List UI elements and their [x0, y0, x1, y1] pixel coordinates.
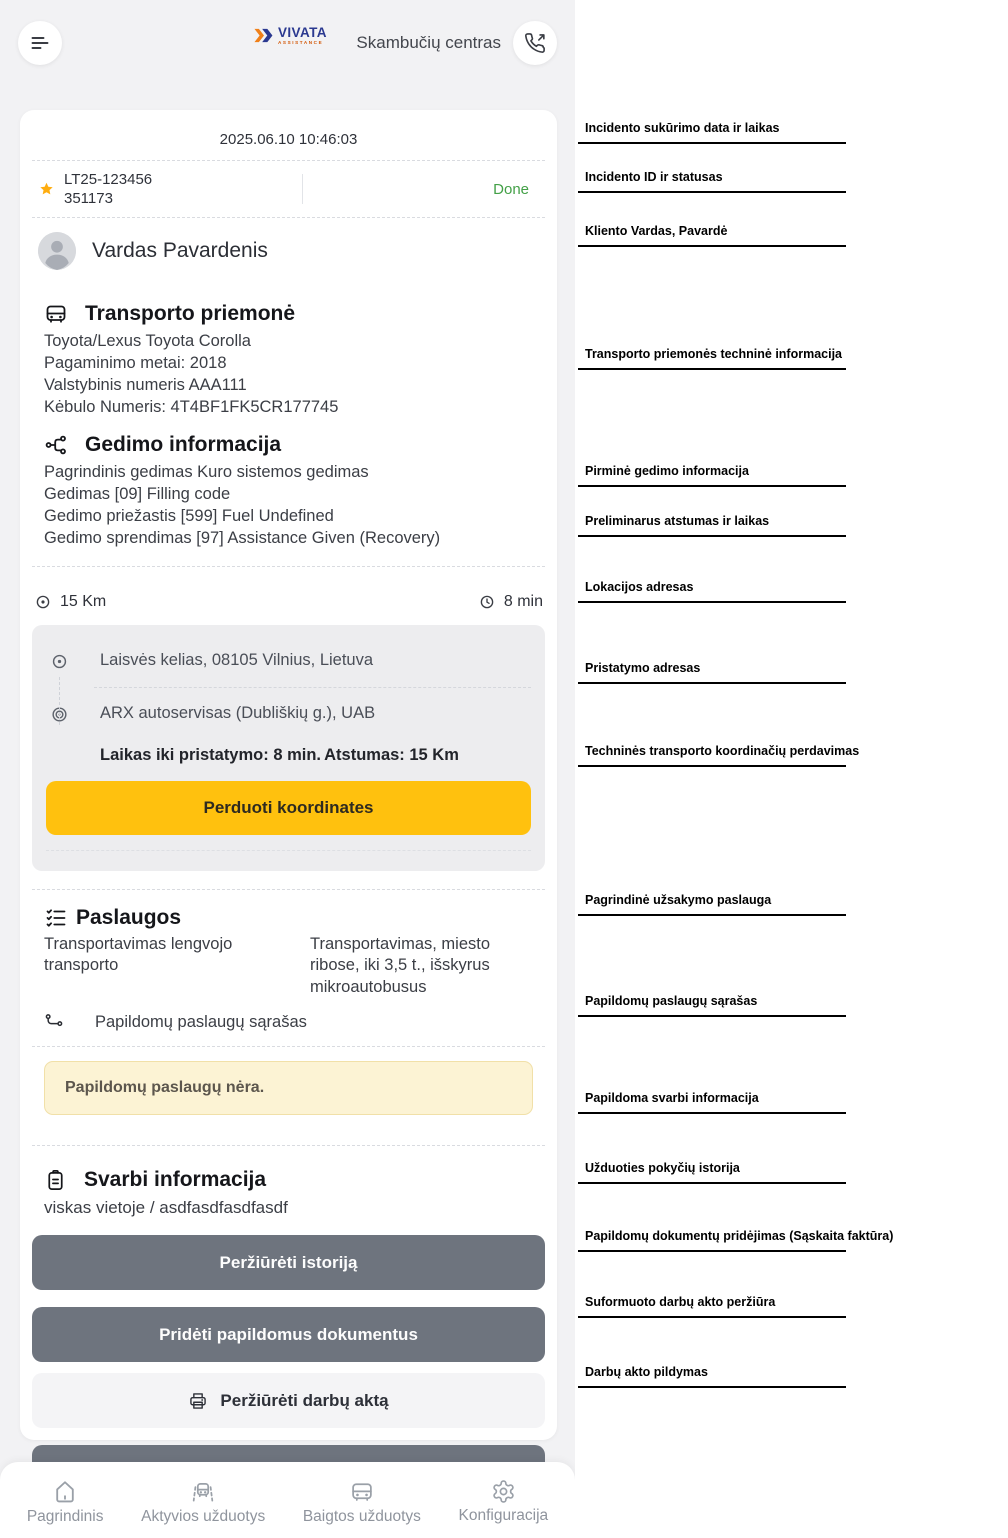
extra-services-label: Papildomų paslaugų sąrašas [95, 1012, 307, 1031]
phone-call-icon [524, 32, 547, 55]
services-section [44, 906, 533, 1033]
annotation-label: Suformuoto darbų akto peržiūra [578, 1295, 846, 1318]
incident-id-row [32, 161, 545, 217]
hamburger-menu-icon [28, 31, 52, 55]
nav-label: Aktyvios užduotys [141, 1507, 266, 1525]
logo-subtitle: ASSISTANCE [278, 40, 324, 45]
services-section-title: Paslaugos [76, 905, 182, 929]
status-badge: Done [493, 180, 529, 198]
diagnostics-network-icon [44, 433, 68, 457]
divider [94, 687, 531, 688]
fault-section-title: Gedimo informacija [85, 432, 282, 456]
case-number: LT25-123456 [64, 170, 153, 188]
incident-card [20, 110, 557, 1440]
annotation-label: Papildomų dokumentų pridėjimas (Sąskaita faktūra) [578, 1229, 846, 1252]
nav-item-configuration[interactable] [459, 1479, 549, 1525]
fault-section [44, 433, 533, 550]
incident-created-datetime: 2025.06.10 10:46:03 [219, 131, 358, 148]
transfer-coordinates-button[interactable]: Perduoti koordinates [46, 781, 531, 835]
annotation-label: Incidento sukūrimo data ir laikas [578, 121, 846, 144]
extra-services-row[interactable] [44, 1012, 533, 1032]
annotation-label: Darbų akto pildymas [578, 1365, 846, 1388]
logo-name: VIVATA [278, 25, 327, 40]
view-history-button[interactable]: Peržiūrėti istoriją [32, 1235, 545, 1290]
route-connector [59, 677, 60, 725]
annotation-label: Pristatymo adresas [578, 661, 846, 684]
annotation-label: Incidento ID ir statusas [578, 170, 846, 193]
divider [46, 850, 531, 851]
distance-time-row [32, 581, 545, 623]
view-work-act-button[interactable] [32, 1373, 545, 1428]
annotation-panel [575, 0, 1008, 1538]
vehicle-info-line: Toyota/Lexus Toyota Corolla [44, 332, 251, 350]
call-center-button[interactable] [513, 21, 557, 65]
clock-icon [478, 593, 496, 611]
car-road-icon [190, 1479, 216, 1505]
checklist-icon [44, 906, 68, 930]
important-info-title: Svarbi informacija [84, 1168, 267, 1192]
annotation-label: Lokacijos adresas [578, 580, 846, 603]
car-front-icon [44, 302, 68, 326]
location-dot-icon [34, 593, 52, 611]
target-icon [50, 705, 70, 724]
incident-id: 351173 [64, 190, 113, 207]
car-front-icon [349, 1479, 375, 1505]
to-address: ARX autoservisas (Dubliškių g.), UAB [100, 703, 376, 722]
nav-label: Pagrindinis [26, 1507, 104, 1525]
printer-icon [188, 1391, 208, 1411]
divider [32, 566, 545, 567]
divider [32, 1046, 545, 1047]
primary-service-right: Transportavimas, miesto ribose, iki 3,5 t., išskyrus mikroautobusus [310, 934, 491, 997]
logo-chevrons-icon [253, 28, 275, 43]
annotation-label: Papildoma svarbi informacija [578, 1091, 846, 1114]
vehicle-section-title: Transporto priemonė [85, 302, 296, 325]
branch-icon [44, 1012, 64, 1032]
annotation-label: Transporto priemonės techninė informacija [578, 347, 846, 370]
app-header [0, 0, 575, 86]
fault-info-line: Gedimas [09] Filling code [44, 484, 231, 503]
annotation-label: Kliento Vardas, Pavardė [578, 224, 846, 247]
nav-label: Konfiguracija [458, 1507, 549, 1524]
bottom-nav [0, 1462, 575, 1538]
client-name: Vardas Pavardenis [92, 239, 268, 262]
menu-button[interactable] [18, 21, 62, 65]
primary-service-left: Transportavimas lengvojo transporto [44, 934, 233, 975]
vehicle-info-line: Kėbulo Numeris: 4T4BF1FK5CR177745 [44, 397, 339, 416]
annotation-label: Papildomų paslaugų sąrašas [578, 994, 846, 1017]
divider [32, 1145, 545, 1146]
view-work-act-label: Peržiūrėti darbų aktą [220, 1390, 389, 1410]
vehicle-info-line: Pagaminimo metai: 2018 [44, 353, 227, 372]
annotation-label: Pagrindinė užsakymo paslauga [578, 893, 846, 916]
route-to-row [46, 692, 531, 736]
from-address: Laisvės kelias, 08105 Vilnius, Lietuva [100, 650, 374, 669]
annotation-label: Pirminė gedimo informacija [578, 464, 846, 487]
fault-info-line: Pagrindinis gedimas Kuro sistemos gedimas [44, 462, 369, 481]
distance-total-label: Atstumas: 15 Km [324, 745, 459, 764]
nav-item-home[interactable] [27, 1479, 104, 1526]
call-center-label: Skambučių centras [356, 33, 501, 52]
important-note: viskas vietoje / asdfasdfasdfasdf [44, 1198, 288, 1218]
route-from-row [46, 639, 531, 683]
vehicle-info-line: Valstybinis numeris AAA111 [44, 375, 247, 394]
home-icon [52, 1479, 78, 1505]
divider [32, 889, 545, 890]
location-pin-icon [50, 652, 70, 671]
route-box [32, 625, 545, 871]
add-documents-button[interactable]: Pridėti papildomus dokumentus [32, 1307, 545, 1362]
nav-item-done-tasks[interactable] [303, 1479, 421, 1526]
client-row [32, 218, 545, 280]
vivata-logo [253, 26, 327, 46]
fault-info-line: Gedimo priežastis [599] Fuel Undefined [44, 506, 334, 525]
vehicle-section [44, 302, 533, 419]
route-summary-row [100, 736, 531, 781]
annotation-label: Techninės transporto koordinačių perdavimas [578, 744, 846, 767]
vertical-divider [302, 174, 303, 204]
clipboard-icon [44, 1169, 67, 1192]
fault-info-line: Gedimo sprendimas [97] Assistance Given (Recovery) [44, 528, 441, 547]
annotation-label: Preliminarus atstumas ir laikas [578, 514, 846, 537]
delivery-time-label: Laikas iki pristatymo: 8 min. [100, 745, 321, 764]
gear-icon [491, 1479, 516, 1504]
important-info-section [44, 1168, 533, 1218]
no-extra-services-notice: Papildomų paslaugų nėra. [44, 1061, 533, 1115]
nav-item-active-tasks[interactable] [141, 1479, 265, 1526]
annotation-label: Užduoties pokyčių istorija [578, 1161, 846, 1184]
preliminary-duration: 8 min [503, 592, 543, 610]
star-icon [38, 181, 55, 198]
avatar-icon [38, 232, 76, 270]
preliminary-distance: 15 Km [60, 592, 107, 610]
nav-label: Baigtos užduotys [302, 1507, 421, 1525]
